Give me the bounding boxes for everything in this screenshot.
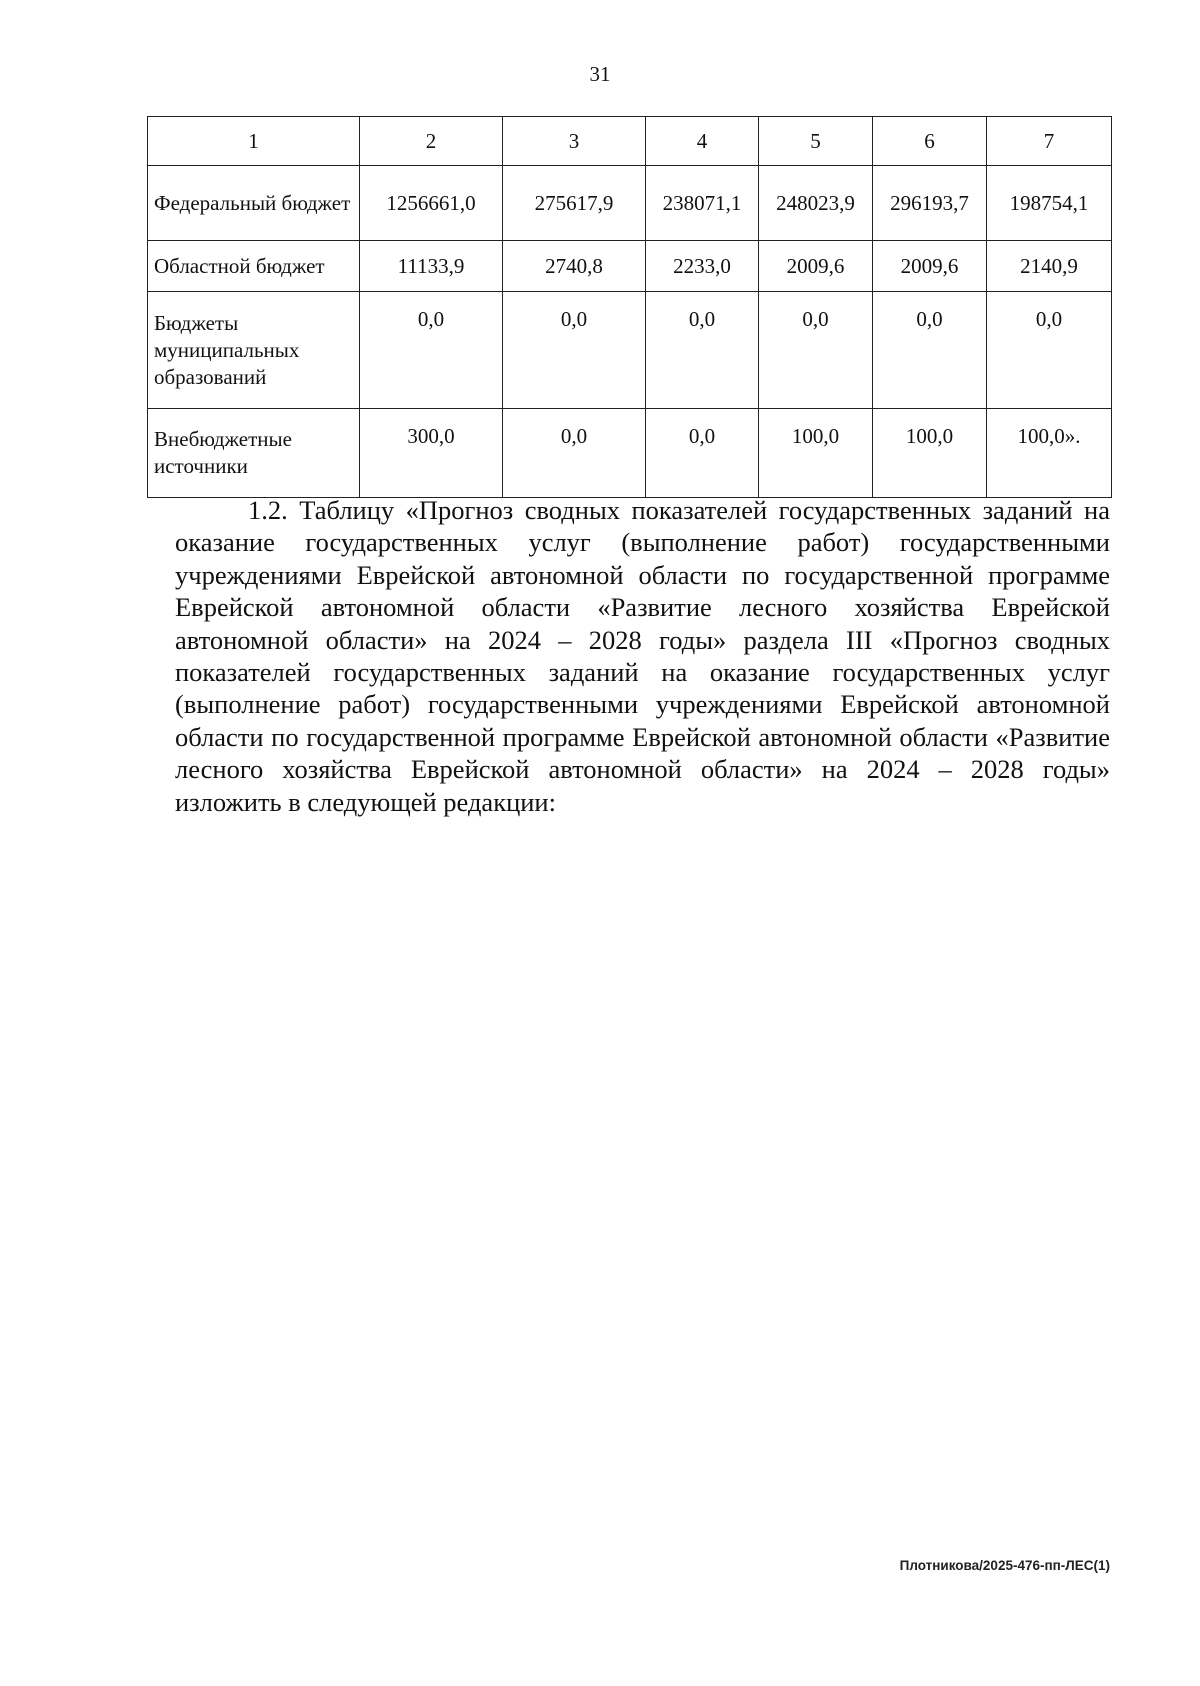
table-cell: 0,0 [360, 292, 503, 409]
table-row-federal-budget [148, 166, 1112, 241]
row-label: Бюджеты муниципальных образований [148, 292, 360, 409]
table-cell: 0,0 [503, 409, 646, 498]
table-row-extrabudgetary-sources [148, 409, 1112, 498]
column-number: 3 [503, 117, 646, 166]
column-number: 1 [148, 117, 360, 166]
table-header-row [148, 117, 1112, 166]
row-label: Федеральный бюджет [148, 166, 360, 241]
column-number: 7 [987, 117, 1112, 166]
table-cell: 275617,9 [503, 166, 646, 241]
table-cell: 0,0 [646, 292, 759, 409]
column-number: 2 [360, 117, 503, 166]
table-cell: 248023,9 [759, 166, 873, 241]
table-cell: 100,0 [873, 409, 987, 498]
table-cell: 2740,8 [503, 241, 646, 292]
table-cell: 198754,1 [987, 166, 1112, 241]
table-cell: 300,0 [360, 409, 503, 498]
amendment-paragraph: 1.2. Таблицу «Прогноз сводных показателей государственных заданий на оказание государственных услуг (выполнение работ) государственными учреждениями Еврейской автономной области по государственной программе Еврейской автономной области «Развитие лесного хозяйства Еврейской автономной области» на 2024 – 2028 годы» раздела III «Прогноз сводных показателей государственных заданий на оказание государственных услуг (выполнение работ) государственными учреждениями Еврейской автономной области по государственной программе Еврейской автономной области «Развитие лесного хозяйства Еврейской автономной области» на 2024 – 2028 годы» изложить в следующей редакции: [175, 495, 1110, 817]
table-cell: 2140,9 [987, 241, 1112, 292]
table-cell: 238071,1 [646, 166, 759, 241]
table-cell: 2009,6 [873, 241, 987, 292]
table-cell: 296193,7 [873, 166, 987, 241]
table-cell: 100,0 [759, 409, 873, 498]
table-cell: 0,0 [646, 409, 759, 498]
table-cell: 11133,9 [360, 241, 503, 292]
row-label: Областной бюджет [148, 241, 360, 292]
column-number: 4 [646, 117, 759, 166]
column-number: 5 [759, 117, 873, 166]
row-label: Внебюджетные источники [148, 409, 360, 498]
table-cell: 0,0 [873, 292, 987, 409]
document-reference: Плотникова/2025-476-пп-ЛЕС(1) [899, 1558, 1110, 1573]
page-number: 31 [589, 62, 611, 86]
table-cell: 2009,6 [759, 241, 873, 292]
table-cell: 100,0». [987, 409, 1112, 498]
table-cell: 0,0 [987, 292, 1112, 409]
table-row-municipal-budgets [148, 292, 1112, 409]
table-cell: 2233,0 [646, 241, 759, 292]
table-cell: 0,0 [503, 292, 646, 409]
table-row-regional-budget [148, 241, 1112, 292]
column-number: 6 [873, 117, 987, 166]
budget-table [147, 116, 1112, 498]
table-cell: 1256661,0 [360, 166, 503, 241]
table-cell: 0,0 [759, 292, 873, 409]
